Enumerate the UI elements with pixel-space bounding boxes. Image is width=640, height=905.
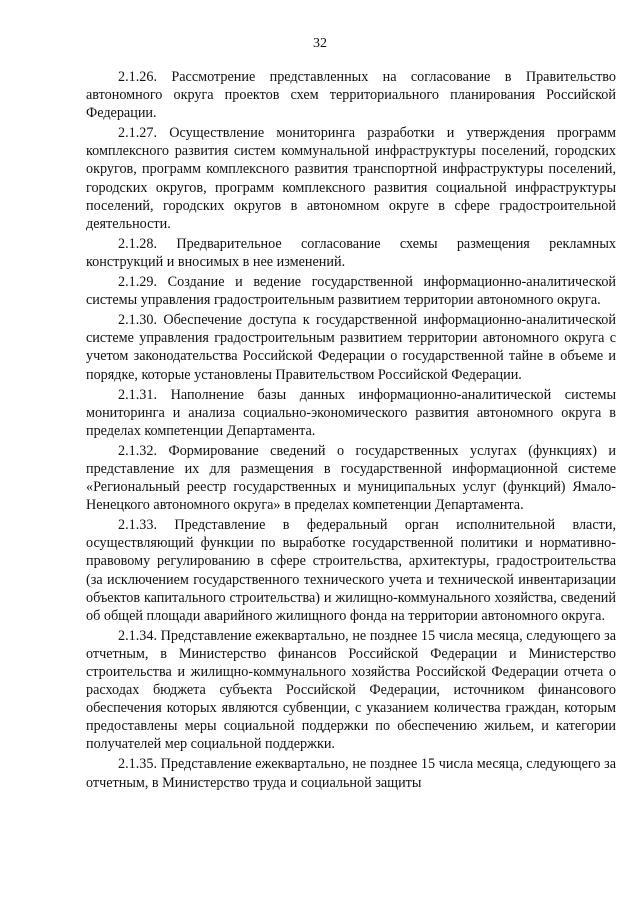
document-body	[86, 68, 616, 794]
paragraph-2-1-33: 2.1.33. Представление в федеральный орган исполнительной власти, осуществляющий функции по выработке государственной политики и нормативно-правовому регулированию в сфере строительства, архитектуры, градостроительства (за исключением государственного технического учета и технической инвентаризации объектов капитального строительства) и жилищно-коммунального хозяйства, сведений об общей площади аварийного жилищного фонда на территории автономного округа.	[86, 517, 616, 624]
paragraph-2-1-26: 2.1.26. Рассмотрение представленных на согласование в Правительство автономного округа проектов схем территориального планирования Российской Федерации.	[86, 69, 616, 122]
paragraph-2-1-31: 2.1.31. Наполнение базы данных информационно-аналитической системы мониторинга и анализа социально-экономического развития автономного округа в пределах компетенции Департамента.	[86, 386, 616, 439]
paragraph-2-1-27: 2.1.27. Осуществление мониторинга разработки и утверждения программ комплексного развития систем коммунальной инфраструктуры поселений, городских округов, программ комплексного развития транспортной инфраструктуры поселений, городских округов, программ комплексного развития социальной инфраструктуры поселений, городских округов в автономном округе в сфере градостроительной деятельности.	[86, 125, 616, 232]
paragraph-2-1-28: 2.1.28. Предварительное согласование схемы размещения рекламных конструкций и вносимых в нее изменений.	[86, 235, 616, 270]
paragraph-2-1-34: 2.1.34. Представление ежеквартально, не позднее 15 числа месяца, следующего за отчетным, в Министерство финансов Российской Федерации и Министерство строительства и жилищно-коммунального хозяйства Российской Федерации отчета о расходах бюджета субъекта Российской Федерации, источником финансового обеспечения которых являются субвенции, с указанием количества граждан, которым предоставлены меры социальной поддержки по обеспечению жильем, и категории получателей мер социальной поддержки.	[86, 627, 616, 753]
paragraph-2-1-30: 2.1.30. Обеспечение доступа к государственной информационно-аналитической системе управления градостроительным развитием территории автономного округа с учетом законодательства Российской Федерации о государственной тайне в объеме и порядке, которые установлены Правительством Российской Федерации.	[86, 312, 616, 383]
paragraph-2-1-35: 2.1.35. Представление ежеквартально, не позднее 15 числа месяца, следующего за отчетным, в Министерство труда и социальной защиты	[86, 756, 616, 791]
paragraph-2-1-29: 2.1.29. Создание и ведение государственной информационно-аналитической системы управления градостроительным развитием территории автономного округа.	[86, 274, 616, 309]
page-number: 32	[313, 36, 327, 51]
paragraph-2-1-32: 2.1.32. Формирование сведений о государственных услугах (функциях) и представление их для размещения в государственной информационной системе «Региональный реестр государственных и муниципальных услуг (функций) Ямало-Ненецкого автономного округа» в пределах компетенции Департамента.	[86, 442, 616, 514]
